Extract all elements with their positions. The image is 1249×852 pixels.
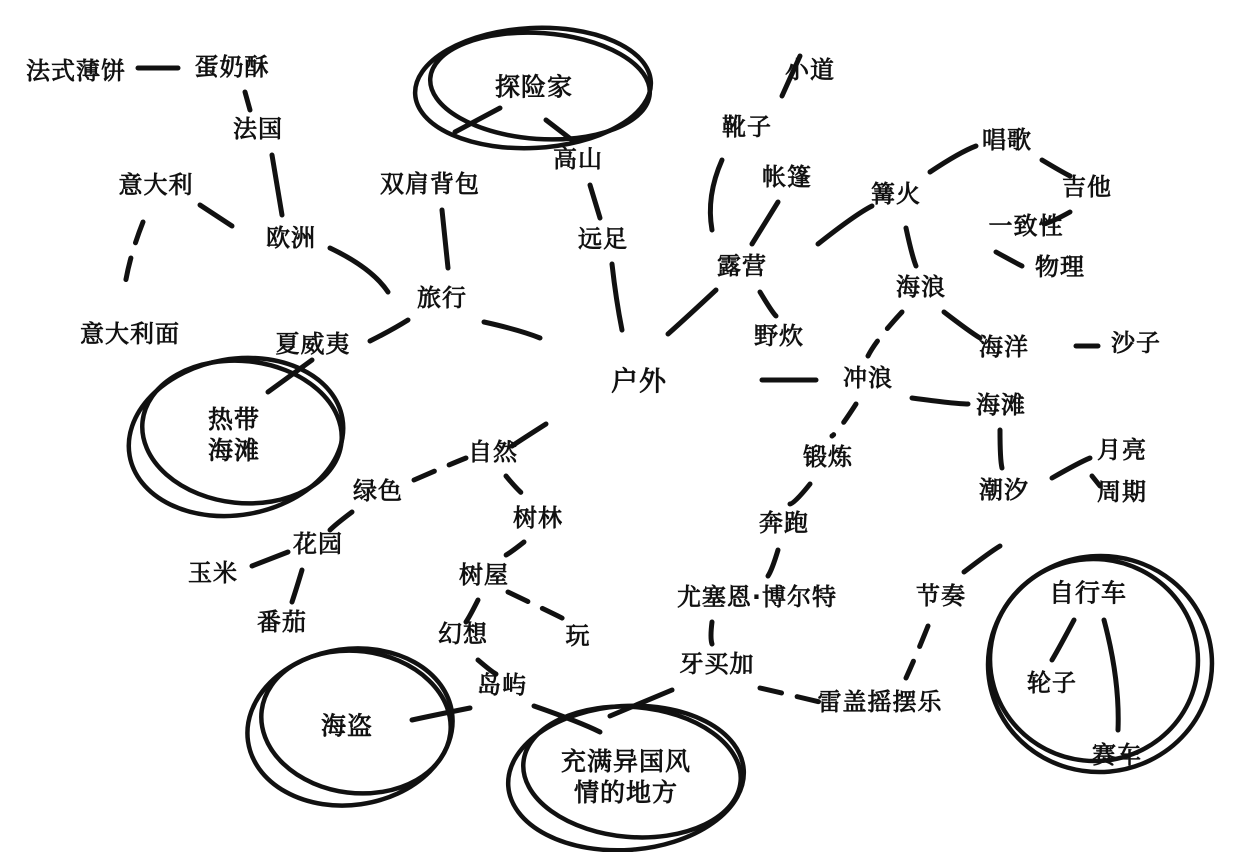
- edge-bonfire-waves: [906, 228, 916, 266]
- edge-beach-tide: [1000, 430, 1002, 468]
- edge-camping-outdoors: [668, 290, 716, 334]
- edge-exotic-tick: [610, 690, 672, 716]
- node-tide[interactable]: 潮汐: [979, 476, 1029, 505]
- node-jamaica[interactable]: 牙买加: [679, 650, 755, 679]
- node-beach[interactable]: 海滩: [976, 391, 1026, 420]
- edge-island-pirate: [412, 708, 470, 720]
- edge-surfing-beach: [912, 398, 968, 404]
- edge-usain-jamaica: [711, 622, 712, 644]
- node-french-crepe[interactable]: 法式薄饼: [26, 57, 126, 86]
- edge-hawaii-tropical: [268, 360, 312, 392]
- edge-forest-treehouse: [496, 542, 524, 560]
- node-hawaii[interactable]: 夏威夷: [275, 330, 351, 359]
- node-france[interactable]: 法国: [233, 115, 283, 144]
- node-treehouse[interactable]: 树屋: [459, 561, 509, 590]
- edge-france-europe: [272, 155, 282, 215]
- node-ocean[interactable]: 海洋: [979, 333, 1029, 362]
- node-tropical-beach[interactable]: 热带 海滩: [207, 404, 261, 465]
- edge-bicycle-racing: [1104, 620, 1118, 730]
- edge-tide-moon: [1052, 458, 1090, 478]
- edge-reggae-rhythm: [906, 626, 928, 678]
- edge-italy-europe: [200, 205, 232, 226]
- edge-europe-travel: [330, 248, 388, 292]
- node-pasta[interactable]: 意大利面: [80, 320, 180, 349]
- edge-green-garden: [330, 512, 352, 530]
- node-nature[interactable]: 自然: [468, 438, 518, 467]
- node-fantasy[interactable]: 幻想: [438, 620, 488, 649]
- edge-consistency-physics: [996, 252, 1022, 266]
- node-italy[interactable]: 意大利: [118, 171, 194, 200]
- node-bonfire[interactable]: 篝火: [871, 180, 921, 209]
- edge-circle-explorer-tick: [455, 108, 500, 132]
- edge-camping-cookout: [760, 292, 776, 316]
- edge-running-usain: [768, 550, 778, 576]
- edge-boots-camping: [710, 160, 722, 230]
- edge-exercise-running: [790, 484, 810, 504]
- node-hiking[interactable]: 远足: [578, 225, 628, 254]
- node-usain-bolt[interactable]: 尤塞恩·博尔特: [676, 583, 838, 612]
- node-green[interactable]: 绿色: [353, 477, 403, 506]
- node-mountain[interactable]: 高山: [553, 145, 603, 174]
- edge-hiking-outdoors: [612, 264, 622, 330]
- node-camping[interactable]: 露营: [717, 252, 767, 281]
- node-tomato[interactable]: 番茄: [257, 608, 307, 637]
- edge-garden-corn: [252, 552, 288, 566]
- edge-nature-forest: [506, 476, 532, 500]
- node-boots[interactable]: 靴子: [722, 113, 772, 142]
- node-sand[interactable]: 沙子: [1111, 329, 1161, 358]
- node-forest[interactable]: 树林: [513, 504, 563, 533]
- node-bicycle[interactable]: 自行车: [1048, 578, 1128, 608]
- node-corn[interactable]: 玉米: [188, 559, 238, 588]
- node-play[interactable]: 玩: [565, 622, 591, 651]
- node-custard[interactable]: 蛋奶酥: [194, 53, 270, 82]
- node-explorer[interactable]: 探险家: [494, 72, 574, 102]
- node-cycle[interactable]: 周期: [1097, 478, 1147, 507]
- edge-waves-surfing: [868, 312, 902, 356]
- edge-travel-hawaii: [370, 320, 408, 341]
- node-backpack[interactable]: 双肩背包: [380, 170, 480, 199]
- node-singing[interactable]: 唱歌: [982, 126, 1032, 155]
- node-consistency[interactable]: 一致性: [988, 212, 1064, 241]
- edge-tent-camping: [752, 202, 778, 244]
- edge-explorer-mountain: [546, 120, 572, 140]
- node-cookout[interactable]: 野炊: [754, 322, 804, 351]
- edge-camping-bonfire: [818, 206, 872, 244]
- edge-surfing-exercise: [832, 404, 856, 436]
- node-surfing[interactable]: 冲浪: [843, 364, 893, 393]
- edge-nature-green: [414, 458, 466, 480]
- node-trail[interactable]: 小道: [785, 56, 835, 85]
- edge-bicycle-wheel: [1052, 620, 1074, 660]
- edge-island-exotic: [534, 706, 600, 732]
- edge-waves-ocean: [944, 312, 980, 338]
- node-moon[interactable]: 月亮: [1097, 436, 1147, 465]
- node-guitar[interactable]: 吉他: [1062, 173, 1112, 202]
- node-reggae[interactable]: 雷盖摇摆乐: [817, 688, 943, 717]
- edge-rhythm-bicycle: [964, 546, 1000, 572]
- node-waves[interactable]: 海浪: [896, 273, 946, 302]
- node-running[interactable]: 奔跑: [759, 509, 809, 538]
- edge-custard-france: [245, 92, 250, 110]
- edge-bonfire-singing: [930, 146, 976, 172]
- node-travel[interactable]: 旅行: [417, 284, 467, 313]
- node-exercise[interactable]: 锻炼: [803, 443, 853, 472]
- edge-mountain-hiking: [590, 185, 600, 218]
- edge-italy-pasta: [124, 222, 143, 292]
- node-europe[interactable]: 欧洲: [266, 224, 316, 253]
- node-tent[interactable]: 帐篷: [762, 163, 812, 192]
- node-physics[interactable]: 物理: [1035, 253, 1085, 282]
- node-racing[interactable]: 赛车: [1092, 741, 1142, 770]
- edge-treehouse-play: [508, 592, 566, 620]
- node-rhythm[interactable]: 节奏: [916, 582, 966, 611]
- edge-treehouse-fantasy: [466, 600, 478, 622]
- node-exotic-place[interactable]: 充满异国风 情的地方: [560, 746, 692, 807]
- node-outdoors[interactable]: 户外: [611, 366, 667, 398]
- node-garden[interactable]: 花园: [293, 530, 343, 559]
- edge-backpack-travel: [442, 210, 448, 268]
- edge-travel-outdoors: [484, 322, 540, 338]
- node-wheel[interactable]: 轮子: [1027, 669, 1077, 698]
- node-pirate[interactable]: 海盗: [320, 711, 374, 741]
- edge-garden-tomato: [292, 570, 302, 602]
- node-island[interactable]: 岛屿: [477, 671, 527, 700]
